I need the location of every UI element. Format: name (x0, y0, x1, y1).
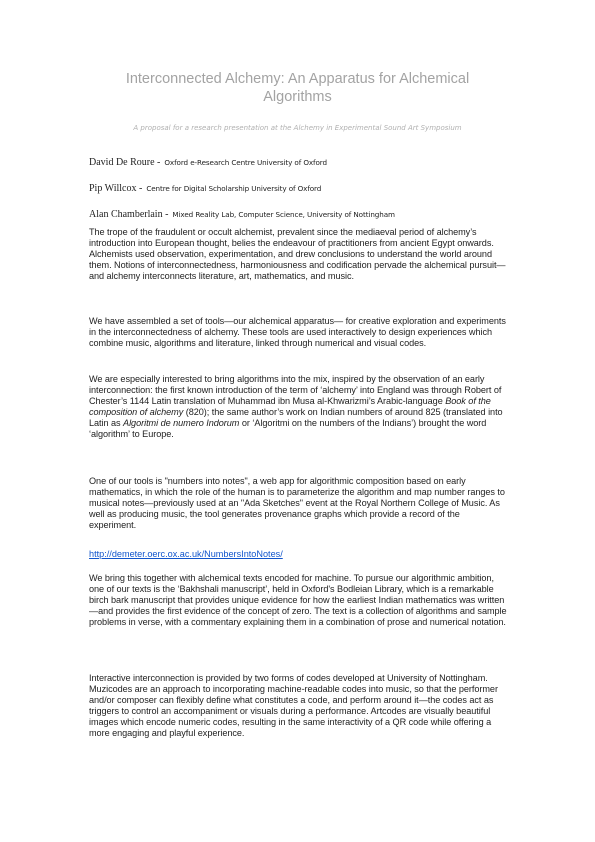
book-title-italic: Algoritmi de numero Indorum (123, 418, 240, 429)
paper-title: Interconnected Alchemy: An Apparatus for Alchemical Algorithms (125, 71, 470, 105)
body-paragraph-intro: The trope of the fraudulent or occult alchemist, prevalent since the mediaeval period of alchemy’s introduction into European thought, belies the endeavour of practitioners from ancient Egypt onwards. Alchemists used observation, experimentation, and drew conclusions to understand the world around them. Notions of interconnectedness, harmoniousness and codification pervade the alchemical pursuit—and alchemy interconnects literature, art, mathematics, and music. (89, 227, 506, 282)
author-line (89, 152, 327, 170)
author-line (89, 204, 395, 222)
body-paragraph-bakhshali: We bring this together with alchemical texts encoded for machine. To pursue our algorithmic ambition, one of our texts is the ‘Bakhshali manuscript’, held in Oxford's Bodleian Library, which is a remarkable birch bark manuscript that provides unique evidence for how the earliest Indian mathematics was written—and provides the first evidence of the concept of zero. The text is a collection of algorithms and sample problems in verse, with a commentary explaining them in a combination of prose and numerical notation. (89, 573, 507, 628)
paper-subtitle: A proposal for a research presentation at the Alchemy in Experimental Sound Art Symposium (133, 124, 462, 132)
author-name: David De Roure - (89, 157, 161, 168)
body-paragraph-algorithms (89, 374, 509, 441)
author-affiliation: Centre for Digital Scholarship University of Oxford (146, 184, 322, 193)
book-title-italic: Book of the composition of alchemy (89, 396, 491, 418)
paragraph-text: We are especially interested to bring algorithms into the mix, inspired by the observation of an early interconnection: the first known introduction of the term of ‘alchemy’ into England was through Robert of Chester’s 1144 Latin translation of Muhammad ibn Musa al-Khwarizmi’s Arabic-language (89, 374, 502, 407)
author-affiliation: Mixed Reality Lab, Computer Science, University of Nottingham (172, 210, 395, 219)
body-paragraph-numbers-into-notes: One of our tools is "numbers into notes", a web app for algorithmic composition based on early mathematics, in which the role of the human is to parameterize the algorithm and map number ranges to musical notes—previously used at an "Ada Sketches" event at the Royal Northern College of Music. As well as producing music, the tool generates provenance graphs which provide a record of the experiment. (89, 476, 505, 531)
paragraph-text: or ‘Algoritmi on the numbers of the Indians’) brought the word ‘algorithm’ to Europe. (89, 418, 487, 440)
paragraph-text: (820); the same author’s work on Indian numbers of around 825 (translated into Latin as (89, 407, 503, 429)
body-paragraph-tools: We have assembled a set of tools—our alchemical apparatus— for creative exploration and experiments in the interconnectedness of alchemy. These tools are used interactively to design experiences which combine music, algorithms and literature, linked through numerical and visual codes. (89, 316, 506, 349)
author-name: Pip Willcox - (89, 183, 143, 194)
body-paragraph-codes: Interactive interconnection is provided by two forms of codes developed at University of Nottingham. Muzicodes are an approach to incorporating machine-readable codes into music, so that the performer and/or composer can flexibly define what constitutes a code, and perform around it—the codes act as triggers to control an accompaniment or visuals during a performance. Artcodes are visually beautiful images which encode numeric codes, resulting in the same interactivity of a QR code while offering a more engaging and playful experience. (89, 673, 498, 739)
author-name: Alan Chamberlain - (89, 209, 169, 220)
author-affiliation: Oxford e-Research Centre University of Oxford (164, 158, 327, 167)
numbers-into-notes-link[interactable]: http://demeter.oerc.ox.ac.uk/NumbersIntoNotes/ (89, 549, 283, 559)
author-line (89, 178, 321, 196)
